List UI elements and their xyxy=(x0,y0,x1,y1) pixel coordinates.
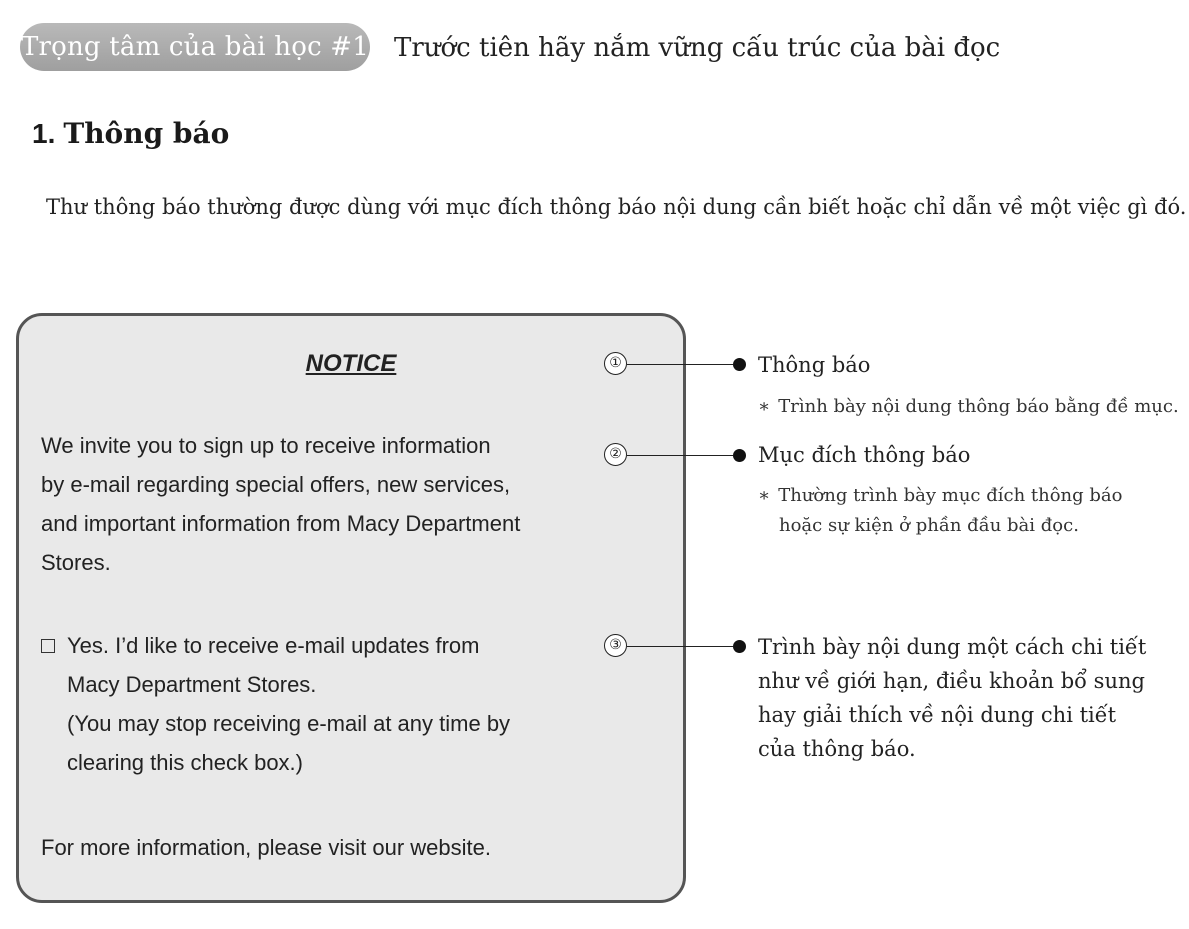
annotation-detail-line: Trình bày nội dung một cách chi tiết xyxy=(758,635,1147,659)
connector-line-1 xyxy=(627,364,733,365)
annotation-detail-line: như về giới hạn, điều khoản bổ sung xyxy=(758,669,1145,693)
notice-body-line: We invite you to sign up to receive information xyxy=(41,433,491,458)
section-heading xyxy=(32,112,229,156)
annotation-detail-3 xyxy=(758,630,1146,766)
checkbox-line xyxy=(41,626,641,665)
section-number: 1. xyxy=(32,118,56,149)
annotation-title-2: Mục đích thông báo xyxy=(758,443,971,467)
notice-title: NOTICE xyxy=(305,350,397,377)
annotation-title-1: Thông báo xyxy=(758,353,871,377)
bullet-dot-3 xyxy=(733,640,746,653)
checkbox-empty-icon[interactable] xyxy=(41,639,55,653)
checkbox-note-line: clearing this check box.) xyxy=(67,750,303,775)
connector-line-3 xyxy=(627,646,733,647)
marker-1: ① xyxy=(604,352,627,375)
connector-line-2 xyxy=(627,455,733,456)
marker-3: ③ xyxy=(604,634,627,657)
annotation-note-line: Thường trình bày mục đích thông báo xyxy=(778,485,1123,506)
annotation-note-line: hoặc sự kiện ở phần đầu bài đọc. xyxy=(779,515,1079,536)
notice-body-line: and important information from Macy Department xyxy=(41,511,521,536)
notice-body-line: Stores. xyxy=(41,550,111,575)
marker-2: ② xyxy=(604,443,627,466)
asterisk-icon: ∗ xyxy=(758,396,771,417)
annotation-note-1 xyxy=(758,392,1179,422)
checkbox-label-line: Macy Department Stores. xyxy=(67,672,317,697)
checkbox-label: Yes. I’d like to receive e-mail updates from xyxy=(67,633,480,658)
notice-card xyxy=(16,313,686,903)
lesson-badge: Trọng tâm của bài học #1 xyxy=(20,23,370,71)
annotation-detail-line: hay giải thích về nội dung chi tiết xyxy=(758,703,1117,727)
annotation-note-2 xyxy=(758,481,1122,541)
bullet-dot-2 xyxy=(733,449,746,462)
annotation-note-line: Trình bày nội dung thông báo bằng đề mục. xyxy=(778,396,1179,417)
notice-body xyxy=(41,426,641,582)
notice-body-line: by e-mail regarding special offers, new services, xyxy=(41,472,511,497)
subscription-option xyxy=(41,626,641,782)
show-through-bleed xyxy=(1085,244,1155,364)
notice-footer: For more information, please visit our website. xyxy=(41,835,491,860)
annotation-detail-line: của thông báo. xyxy=(758,737,916,761)
lesson-subtitle: Trước tiên hãy nắm vững cấu trúc của bài đọc xyxy=(394,33,1001,63)
asterisk-icon: ∗ xyxy=(758,485,771,506)
section-title: Thông báo xyxy=(63,117,230,150)
bullet-dot-1 xyxy=(733,358,746,371)
intro-paragraph: Thư thông báo thường được dùng với mục đích thông báo nội dung cần biết hoặc chỉ dẫn về một việc gì đó. xyxy=(46,195,1187,219)
checkbox-note-line: (You may stop receiving e-mail at any time by xyxy=(67,711,511,736)
